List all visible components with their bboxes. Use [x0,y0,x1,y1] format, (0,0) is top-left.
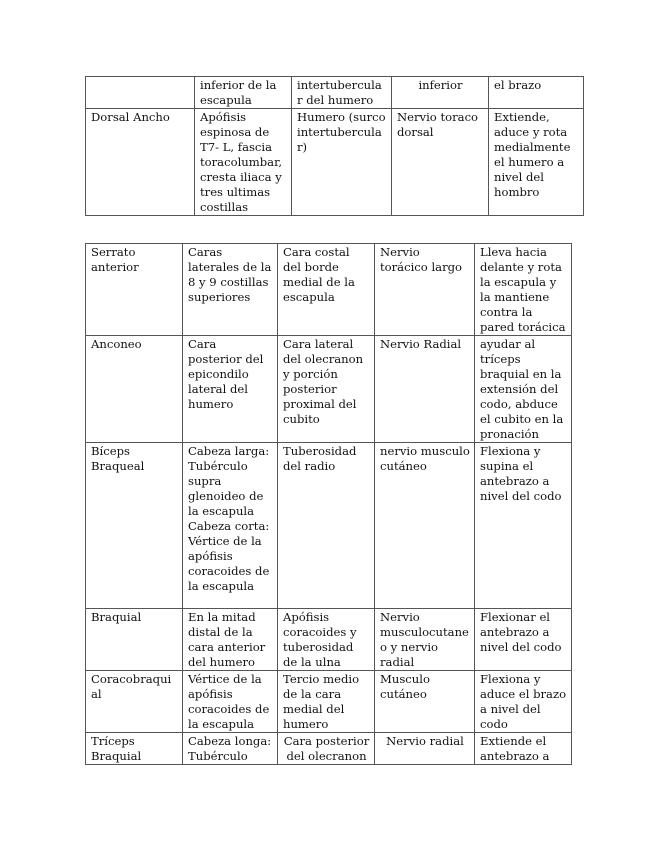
table-cell: el brazo [489,77,584,109]
table-cell: nervio musculo cutáneo [375,443,475,609]
table-cell: Lleva hacia delante y rota la escapula y la mantiene contra la pared torácica [475,244,572,336]
table-cell: Flexiona y supina el antebrazo a nivel del codo [475,443,572,609]
table-row [86,244,572,336]
table-cell: Tuberosidad del radio [278,443,375,609]
table-row [86,109,584,216]
table-cell: Flexionar el antebrazo a nivel del codo [475,609,572,671]
table-cell: Caras laterales de la 8 y 9 costillas superiores [183,244,278,336]
table-cell: Cara posterior del olecranon [278,733,375,765]
table-row [86,336,572,443]
table-cell: Apófisis espinosa de T7- L, fascia toracolumbar, cresta iliaca y tres ultimas costillas [195,109,292,216]
table-cell: Nervio musculocutaneo y nervio radial [375,609,475,671]
table-cell: Extiende, aduce y rota medialmente el humero a nivel del hombro [489,109,584,216]
muscle-name: Dorsal Ancho [86,109,195,216]
table-cell: En la mitad distal de la cara anterior del humero [183,609,278,671]
muscle-name: Anconeo [86,336,183,443]
table-cell: Tercio medio de la cara medial del humero [278,671,375,733]
table-cell: Apófisis coracoides y tuberosidad de la ulna [278,609,375,671]
muscle-table-main [85,243,572,765]
table-cell: Nervio Radial [375,336,475,443]
table-row [86,671,572,733]
table-cell: inferior de la escapula [195,77,292,109]
muscle-table-top [85,76,584,216]
table-cell: Cara posterior del epicondilo lateral del humero [183,336,278,443]
muscle-name: Bíceps Braqueal [86,443,183,609]
muscle-name: Braquial [86,609,183,671]
table-cell: Nervio torácico largo [375,244,475,336]
table-cell: intertubercular del humero [292,77,392,109]
table-row [86,609,572,671]
table-row [86,77,584,109]
muscle-name: Coracobraquial [86,671,183,733]
table-cell: Cara costal del borde medial de la escapula [278,244,375,336]
table-cell: Musculo cutáneo [375,671,475,733]
table-cell: Extiende el antebrazo a [475,733,572,765]
table-cell: Cabeza larga: Tubérculo supra glenoideo de la escapula Cabeza corta: Vértice de la apófisis coracoides de la escapula [183,443,278,609]
table-cell: inferior [392,77,489,109]
table-row [86,443,572,609]
table-cell: Cara lateral del olecranon y porción posterior proximal del cubito [278,336,375,443]
muscle-name: Tríceps Braquial [86,733,183,765]
table-cell: Nervio radial [375,733,475,765]
table-cell: Cabeza longa: Tubérculo [183,733,278,765]
table-cell: ayudar al tríceps braquial en la extensión del codo, abduce el cubito en la pronación [475,336,572,443]
muscle-name: Serrato anterior [86,244,183,336]
table-cell: Nervio toraco dorsal [392,109,489,216]
table-cell: Flexiona y aduce el brazo a nivel del codo [475,671,572,733]
table-cell [86,77,195,109]
table-cell: Humero (surco intertubercular) [292,109,392,216]
table-cell: Vértice de la apófisis coracoides de la escapula [183,671,278,733]
table-row [86,733,572,765]
